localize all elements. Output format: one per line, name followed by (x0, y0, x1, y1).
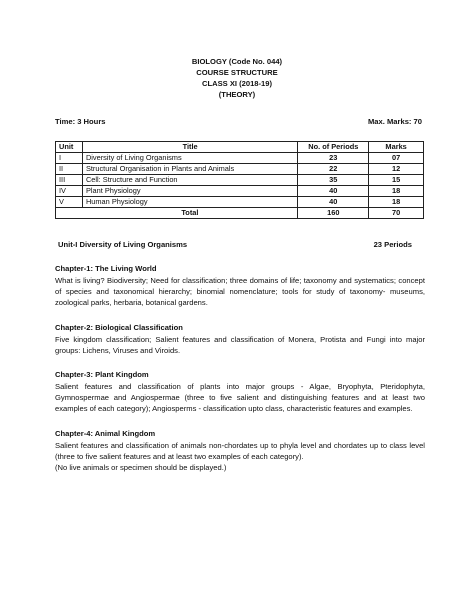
subject-title: BIOLOGY (Code No. 044) (191, 57, 283, 66)
table-row (56, 197, 424, 208)
chapter-section (55, 263, 425, 308)
total-marks: 70 (369, 208, 424, 219)
marks-cell: 15 (369, 175, 424, 186)
marks-cell: 07 (369, 153, 424, 164)
total-label: Total (82, 208, 297, 219)
periods-cell: 23 (298, 153, 369, 164)
header-title: Title (82, 142, 297, 153)
marks-cell: 12 (369, 164, 424, 175)
total-periods: 160 (298, 208, 369, 219)
unit-periods: 23 Periods (373, 240, 412, 249)
header-unit: Unit (56, 142, 83, 153)
title-cell: Plant Physiology (82, 186, 297, 197)
marks-cell: 18 (369, 186, 424, 197)
table-header-row (56, 142, 424, 153)
table-row (56, 175, 424, 186)
chapter-body: Salient features and classification of plants into major groups - Algae, Bryophyta, Pteridophyta, Gymnospermae and Angiospermae (three to five salient and distinguishing features and at least two examples of each category); Angiosperms - classification upto class, characteristic features and examples. (55, 382, 425, 413)
class-heading: CLASS XI (2018-19) (201, 79, 273, 88)
title-cell: Human Physiology (82, 197, 297, 208)
course-structure-table (55, 141, 424, 219)
chapter-body: Salient features and classification of animals non-chordates up to phyla level and chordates up to class level (three to five salient features and at least two examples of each category). (55, 441, 425, 461)
periods-cell: 40 (298, 186, 369, 197)
total-blank-cell (56, 208, 83, 219)
time-label: Time: 3 Hours (55, 117, 106, 126)
marks-cell: 18 (369, 197, 424, 208)
title-cell: Structural Organisation in Plants and Animals (82, 164, 297, 175)
chapter-title: Chapter-1: The Living World (55, 264, 157, 273)
table-row (56, 153, 424, 164)
chapter-title: Chapter-2: Biological Classification (55, 323, 183, 332)
header-periods: No. of Periods (298, 142, 369, 153)
unit-cell: IV (56, 186, 83, 197)
max-marks-label: Max. Marks: 70 (367, 117, 422, 126)
unit-cell: I (56, 153, 83, 164)
unit-heading (58, 240, 412, 249)
table-total-row (56, 208, 424, 219)
periods-cell: 22 (298, 164, 369, 175)
chapter-note: (No live animals or specimen should be displayed.) (55, 463, 227, 472)
unit-cell: V (56, 197, 83, 208)
periods-cell: 40 (298, 197, 369, 208)
periods-cell: 35 (298, 175, 369, 186)
chapter-section (55, 428, 425, 473)
title-cell: Diversity of Living Organisms (82, 153, 297, 164)
chapter-section (55, 369, 425, 414)
unit-cell: II (56, 164, 83, 175)
chapter-title: Chapter-4: Animal Kingdom (55, 429, 156, 438)
table-row (56, 186, 424, 197)
chapter-title: Chapter-3: Plant Kingdom (55, 370, 149, 379)
unit-title: Unit-I Diversity of Living Organisms (58, 240, 188, 249)
chapter-section (55, 322, 425, 356)
chapter-body: What is living? Biodiversity; Need for classification; three domains of life; taxonomy and systematics; concept of species and taxonomical hierarchy; binomial nomenclature; tools for study of taxonomy- museums, zoological parks, herbaria, botanical gardens. (55, 276, 425, 307)
table-row (56, 164, 424, 175)
theory-heading: (THEORY) (218, 90, 256, 99)
course-structure-heading: COURSE STRUCTURE (196, 68, 278, 77)
title-cell: Cell: Structure and Function (82, 175, 297, 186)
chapter-body: Five kingdom classification; Salient features and classification of Monera, Protista and Fungi into major groups: Lichens, Viruses and Viroids. (55, 335, 425, 355)
header-marks: Marks (369, 142, 424, 153)
unit-cell: III (56, 175, 83, 186)
